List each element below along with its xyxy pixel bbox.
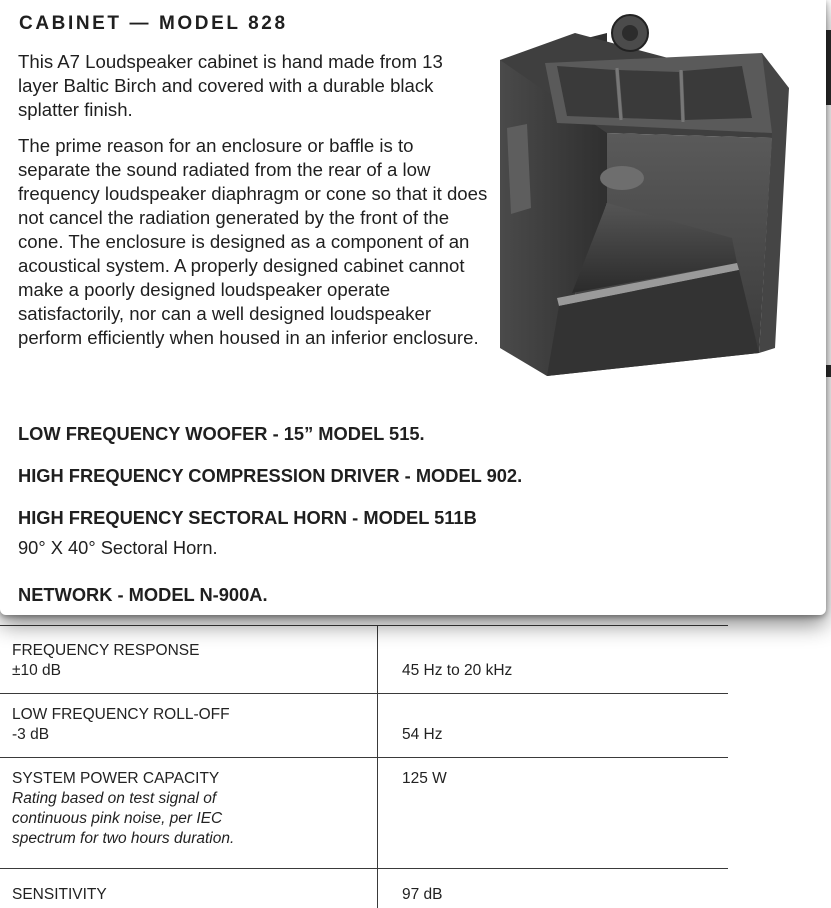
row-divider (0, 868, 728, 869)
spec-value-sensitivity: 97 dB (402, 886, 443, 903)
spec-label-text: FREQUENCY RESPONSE (12, 642, 200, 659)
spec-note-text: Rating based on test signal of (12, 790, 217, 807)
component-heading-compression-driver: HIGH FREQUENCY COMPRESSION DRIVER - MODEL 902. (18, 465, 523, 486)
spec-sub-text: -3 dB (12, 726, 50, 743)
intro-paragraph: This A7 Loudspeaker cabinet is hand made from 13 layer Baltic Birch and covered with a durable black splatter finish. (18, 51, 443, 120)
spec-label-low-frequency-rolloff (12, 705, 367, 745)
speaker-cabinet-image (497, 8, 797, 380)
component-heading-sectoral-horn: HIGH FREQUENCY SECTORAL HORN - MODEL 511B (18, 507, 477, 528)
spec-note-text: spectrum for two hours duration. (12, 830, 235, 847)
description-paragraph: The prime reason for an enclosure or baffle is to separate the sound radiated from the rear of a low frequency loudspeaker diaphragm or cone so that it does not cancel the radiation generated by the front of the cone. The enclosure is designed as a component of an acoustical system. A properly designed cabinet cannot make a poorly designed loudspeaker operate satisfactorily, nor can a well designed loudspeaker perform efficiently when housed in an inferior enclosure. (18, 135, 488, 348)
spec-label-system-power-capacity (12, 769, 367, 849)
component-heading-woofer: LOW FREQUENCY WOOFER - 15” MODEL 515. (18, 423, 425, 444)
spec-note-text: continuous pink noise, per IEC (12, 810, 223, 827)
row-divider (0, 693, 728, 694)
popup-title: CABINET — MODEL 828 (19, 13, 288, 34)
component-heading-network: NETWORK - MODEL N-900A. (18, 584, 268, 605)
spec-label-sensitivity: SENSITIVITY (12, 886, 107, 903)
row-divider (0, 757, 728, 758)
component-detail-sectoral-horn: 90° X 40° Sectoral Horn. (18, 537, 218, 558)
spec-value-frequency-response: 45 Hz to 20 kHz (402, 662, 513, 679)
spec-label-frequency-response (12, 641, 367, 681)
spec-value-low-frequency-rolloff: 54 Hz (402, 726, 443, 743)
spec-sub-text: ±10 dB (12, 662, 62, 679)
spec-label-text: LOW FREQUENCY ROLL-OFF (12, 706, 230, 723)
spec-value-system-power-capacity: 125 W (402, 770, 447, 787)
row-divider (0, 625, 728, 626)
spec-label-text: SYSTEM POWER CAPACITY (12, 770, 220, 787)
column-divider (377, 626, 378, 908)
